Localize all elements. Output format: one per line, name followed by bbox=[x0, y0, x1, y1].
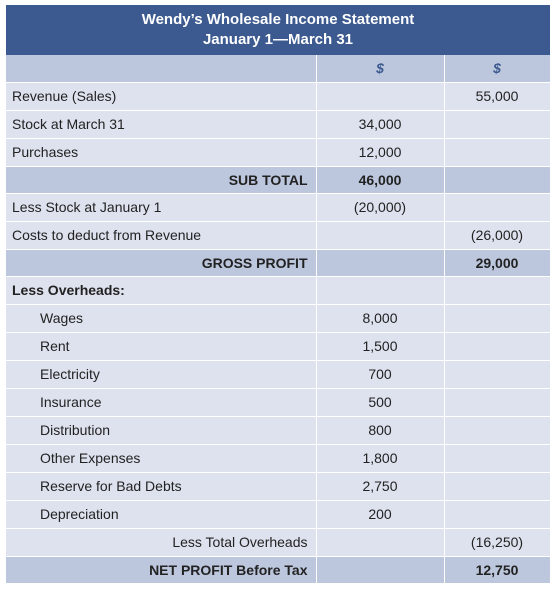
overhead-row bbox=[6, 500, 550, 528]
overhead-label: Electricity bbox=[6, 360, 316, 388]
overhead-row bbox=[6, 444, 550, 472]
overhead-value: 2,750 bbox=[316, 472, 444, 500]
subtotal-value: 46,000 bbox=[316, 166, 444, 193]
total-overheads-row bbox=[6, 528, 550, 556]
currency-col3: $ bbox=[444, 55, 550, 82]
income-statement bbox=[6, 5, 550, 583]
stock-march-col3 bbox=[444, 110, 550, 138]
overhead-col3 bbox=[444, 332, 550, 360]
overhead-label: Insurance bbox=[6, 388, 316, 416]
total-overheads-col2 bbox=[316, 528, 444, 556]
purchases-value: 12,000 bbox=[316, 138, 444, 166]
overhead-row bbox=[6, 472, 550, 500]
overhead-value: 500 bbox=[316, 388, 444, 416]
subtotal-col3 bbox=[444, 166, 550, 193]
subtotal-row bbox=[6, 166, 550, 193]
revenue-row bbox=[6, 82, 550, 110]
overhead-value: 800 bbox=[316, 416, 444, 444]
statement-header bbox=[6, 5, 550, 55]
purchases-row bbox=[6, 138, 550, 166]
gross-profit-label: GROSS PROFIT bbox=[6, 249, 316, 276]
overhead-col3 bbox=[444, 388, 550, 416]
overhead-label: Other Expenses bbox=[6, 444, 316, 472]
purchases-label: Purchases bbox=[6, 138, 316, 166]
overhead-label: Rent bbox=[6, 332, 316, 360]
overhead-col3 bbox=[444, 360, 550, 388]
overhead-row bbox=[6, 332, 550, 360]
gross-profit-row bbox=[6, 249, 550, 276]
gross-profit-col2 bbox=[316, 249, 444, 276]
net-profit-col2 bbox=[316, 556, 444, 583]
stock-march-row bbox=[6, 110, 550, 138]
revenue-label: Revenue (Sales) bbox=[6, 82, 316, 110]
header-blank bbox=[6, 55, 316, 82]
overhead-col3 bbox=[444, 500, 550, 528]
stock-march-label: Stock at March 31 bbox=[6, 110, 316, 138]
currency-header-row bbox=[6, 55, 550, 82]
overhead-row bbox=[6, 360, 550, 388]
overhead-label: Distribution bbox=[6, 416, 316, 444]
overhead-label: Reserve for Bad Debts bbox=[6, 472, 316, 500]
stock-jan-label: Less Stock at January 1 bbox=[6, 193, 316, 221]
overheads-heading: Less Overheads: bbox=[6, 276, 316, 304]
net-profit-label: NET PROFIT Before Tax bbox=[6, 556, 316, 583]
overhead-value: 8,000 bbox=[316, 304, 444, 332]
overhead-label: Wages bbox=[6, 304, 316, 332]
overhead-value: 1,500 bbox=[316, 332, 444, 360]
stock-jan-value: (20,000) bbox=[316, 193, 444, 221]
overhead-value: 700 bbox=[316, 360, 444, 388]
total-overheads-value: (16,250) bbox=[444, 528, 550, 556]
overhead-row bbox=[6, 388, 550, 416]
purchases-col3 bbox=[444, 138, 550, 166]
statement-title: Wendy’s Wholesale Income Statement bbox=[141, 11, 415, 28]
overheads-heading-row bbox=[6, 276, 550, 304]
overhead-row bbox=[6, 304, 550, 332]
statement-period: January 1—March 31 bbox=[202, 31, 354, 48]
currency-col2: $ bbox=[316, 55, 444, 82]
overhead-col3 bbox=[444, 444, 550, 472]
overhead-value: 1,800 bbox=[316, 444, 444, 472]
overheads-heading-col3 bbox=[444, 276, 550, 304]
total-overheads-label: Less Total Overheads bbox=[6, 528, 316, 556]
stock-jan-row bbox=[6, 193, 550, 221]
overhead-label: Depreciation bbox=[6, 500, 316, 528]
revenue-col2 bbox=[316, 82, 444, 110]
revenue-value: 55,000 bbox=[444, 82, 550, 110]
statement-table bbox=[6, 55, 551, 583]
subtotal-label: SUB TOTAL bbox=[6, 166, 316, 193]
overhead-col3 bbox=[444, 304, 550, 332]
overhead-row bbox=[6, 416, 550, 444]
costs-deduct-value: (26,000) bbox=[444, 221, 550, 249]
net-profit-row bbox=[6, 556, 550, 583]
gross-profit-value: 29,000 bbox=[444, 249, 550, 276]
costs-deduct-col2 bbox=[316, 221, 444, 249]
stock-march-value: 34,000 bbox=[316, 110, 444, 138]
overhead-col3 bbox=[444, 472, 550, 500]
net-profit-value: 12,750 bbox=[444, 556, 550, 583]
costs-deduct-label: Costs to deduct from Revenue bbox=[6, 221, 316, 249]
overhead-value: 200 bbox=[316, 500, 444, 528]
overhead-col3 bbox=[444, 416, 550, 444]
overheads-heading-col2 bbox=[316, 276, 444, 304]
stock-jan-col3 bbox=[444, 193, 550, 221]
costs-deduct-row bbox=[6, 221, 550, 249]
